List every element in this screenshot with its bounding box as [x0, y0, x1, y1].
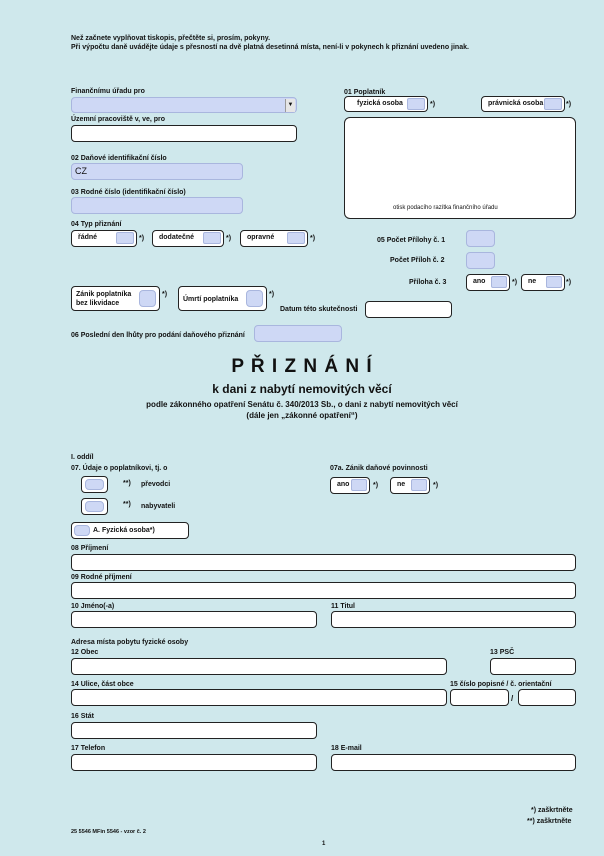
person-a-checkbox[interactable]: [74, 525, 90, 536]
type-corrective-label: opravné: [247, 234, 275, 241]
deadline-label: 06 Poslední den lhůty pro podání daňového přiznání: [71, 332, 245, 339]
extinction-option[interactable]: [71, 286, 160, 311]
footnote-mark: *): [310, 235, 316, 242]
type-additional-option[interactable]: [152, 230, 224, 247]
footnote-mark: *): [139, 235, 145, 242]
titul-input[interactable]: [331, 611, 576, 628]
natural-person-checkbox[interactable]: [407, 98, 425, 110]
death-option[interactable]: [178, 286, 267, 311]
orientation-no-input[interactable]: [518, 689, 576, 706]
psc-input[interactable]: [490, 658, 576, 675]
footnote-mark: **): [123, 501, 131, 508]
footnote-mark: *): [430, 101, 436, 108]
transferor-label: převodci: [141, 481, 171, 488]
type-regular-checkbox[interactable]: [116, 232, 134, 244]
legal-person-checkbox[interactable]: [544, 98, 562, 110]
footnote-2: **) zaškrtněte: [527, 818, 572, 825]
death-label: Úmrtí poplatníka: [183, 296, 239, 303]
state-label: 16 Stát: [71, 713, 94, 720]
titul-label: 11 Titul: [331, 603, 355, 610]
footnote-mark: *): [566, 101, 572, 108]
acquirer-label: nabyvateli: [141, 503, 176, 510]
type-regular-option[interactable]: [71, 230, 137, 247]
footnote-mark: *): [269, 291, 275, 298]
q07a-yes-label: ano: [337, 481, 350, 488]
natural-person-option[interactable]: [344, 96, 428, 112]
q07a-no-option[interactable]: [390, 477, 430, 494]
obec-input[interactable]: [71, 658, 447, 675]
transferor-box[interactable]: [81, 476, 108, 493]
stamp-label: otisk podacího razítka finančního úřadu: [393, 205, 498, 211]
footnote-mark: *): [373, 482, 379, 489]
dic-value: CZ: [75, 166, 87, 176]
att3-no-option[interactable]: [521, 274, 565, 291]
q07a-yes-option[interactable]: [330, 477, 370, 494]
dic-input[interactable]: [71, 163, 243, 180]
dic-label: 02 Daňové identifikační číslo: [71, 155, 167, 162]
q07a-no-checkbox[interactable]: [411, 479, 427, 491]
acquirer-checkbox[interactable]: [85, 501, 104, 512]
att3-no-checkbox[interactable]: [546, 276, 562, 288]
section-label: I. oddíl: [71, 454, 94, 461]
street-input[interactable]: [71, 689, 447, 706]
footnote-1: *) zaškrtněte: [531, 807, 573, 814]
att2-count-label: Počet Příloh č. 2: [390, 257, 445, 264]
acquirer-box[interactable]: [81, 498, 108, 515]
footnote-mark: *): [512, 279, 518, 286]
chevron-down-icon[interactable]: ▼: [285, 99, 295, 112]
type-additional-label: dodatečné: [159, 234, 195, 241]
first-name-input[interactable]: [71, 611, 317, 628]
att1-count-input[interactable]: [466, 230, 495, 247]
phone-label: 17 Telefon: [71, 745, 106, 752]
person-a-label: A. Fyzická osoba*): [93, 527, 155, 534]
form-code: 25 5546 MFin 5546 - vzor č. 2: [71, 829, 146, 835]
street-label: 14 Ulice, část obce: [71, 681, 134, 688]
natural-person-label: fyzická osoba: [357, 100, 403, 107]
att3-yes-option[interactable]: [466, 274, 510, 291]
rc-input[interactable]: [71, 197, 243, 214]
birth-surname-label: 09 Rodné příjmení: [71, 574, 132, 581]
rc-label: 03 Rodné číslo (identifikační číslo): [71, 189, 186, 196]
email-input[interactable]: [331, 754, 576, 771]
subtitle-3: (dále jen „zákonné opatření“): [246, 411, 358, 420]
fact-date-label: Datum této skutečnosti: [280, 306, 358, 313]
att3-yes-label: ano: [473, 278, 486, 285]
instruction-line-2: Při výpočtu daně uvádějte údaje s přesností na dvě platná desetinná místa, není-li v pokynech k přiznání uvedeno jinak.: [71, 44, 469, 51]
first-name-label: 10 Jméno(-a): [71, 603, 115, 610]
workplace-input[interactable]: [71, 125, 297, 142]
deadline-input[interactable]: [254, 325, 342, 342]
att3-no-label: ne: [528, 278, 537, 285]
taxpayer-label: 01 Poplatník: [344, 89, 386, 96]
death-checkbox[interactable]: [246, 290, 263, 307]
phone-input[interactable]: [71, 754, 317, 771]
psc-label: 13 PSČ: [490, 649, 515, 656]
state-input[interactable]: [71, 722, 317, 739]
att3-yes-checkbox[interactable]: [491, 276, 507, 288]
extinction-checkbox[interactable]: [139, 290, 156, 307]
att1-count-label: 05 Počet Přílohy č. 1: [377, 237, 446, 244]
q07a-yes-checkbox[interactable]: [351, 479, 367, 491]
house-no-input[interactable]: [450, 689, 509, 706]
q07a-label: 07a. Zánik daňové povinnosti: [330, 465, 428, 472]
att2-count-input[interactable]: [466, 252, 495, 269]
extinction-label-2: bez likvidace: [76, 300, 120, 307]
legal-person-option[interactable]: [481, 96, 565, 112]
surname-label: 08 Příjmení: [71, 545, 109, 552]
type-label: 04 Typ přiznání: [71, 221, 122, 228]
q07-label: 07. Údaje o poplatníkovi, tj. o: [71, 465, 168, 472]
email-label: 18 E-mail: [331, 745, 362, 752]
transferor-checkbox[interactable]: [85, 479, 104, 490]
address-heading: Adresa místa pobytu fyzické osoby: [71, 639, 189, 646]
slash-separator: /: [511, 694, 514, 703]
page-number: 1: [322, 841, 326, 847]
stamp-box: [344, 117, 576, 219]
type-regular-label: řádné: [78, 234, 98, 241]
subtitle-1: k dani z nabytí nemovitých věcí: [212, 382, 392, 396]
footnote-mark: *): [566, 279, 572, 286]
extinction-label-1: Zánik poplatníka: [76, 291, 132, 298]
footnote-mark: **): [123, 480, 131, 487]
att3-label: Příloha č. 3: [409, 279, 447, 286]
subtitle-2: podle zákonného opatření Senátu č. 340/2013 Sb., o dani z nabytí nemovitých věcí: [146, 400, 458, 409]
legal-person-label: právnická osoba: [488, 100, 544, 107]
obec-label: 12 Obec: [71, 649, 99, 656]
workplace-label: Územní pracoviště v, ve, pro: [71, 116, 166, 123]
type-additional-checkbox[interactable]: [203, 232, 221, 244]
person-a-option[interactable]: [71, 522, 189, 539]
house-no-label: 15 číslo popisné / č. orientační: [450, 681, 552, 688]
fact-date-input[interactable]: [365, 301, 452, 318]
type-corrective-option[interactable]: [240, 230, 308, 247]
office-label: Finančnímu úřadu pro: [71, 88, 145, 95]
page-title: P Ř I Z N Á N Í: [231, 356, 373, 377]
surname-input[interactable]: [71, 554, 576, 571]
birth-surname-input[interactable]: [71, 582, 576, 599]
office-select[interactable]: [71, 97, 297, 113]
footnote-mark: *): [162, 291, 168, 298]
type-corrective-checkbox[interactable]: [287, 232, 305, 244]
footnote-mark: *): [226, 235, 232, 242]
instruction-line-1: Než začnete vyplňovat tiskopis, přečtěte si, prosím, pokyny.: [71, 35, 271, 42]
footnote-mark: *): [433, 482, 439, 489]
q07a-no-label: ne: [397, 481, 406, 488]
